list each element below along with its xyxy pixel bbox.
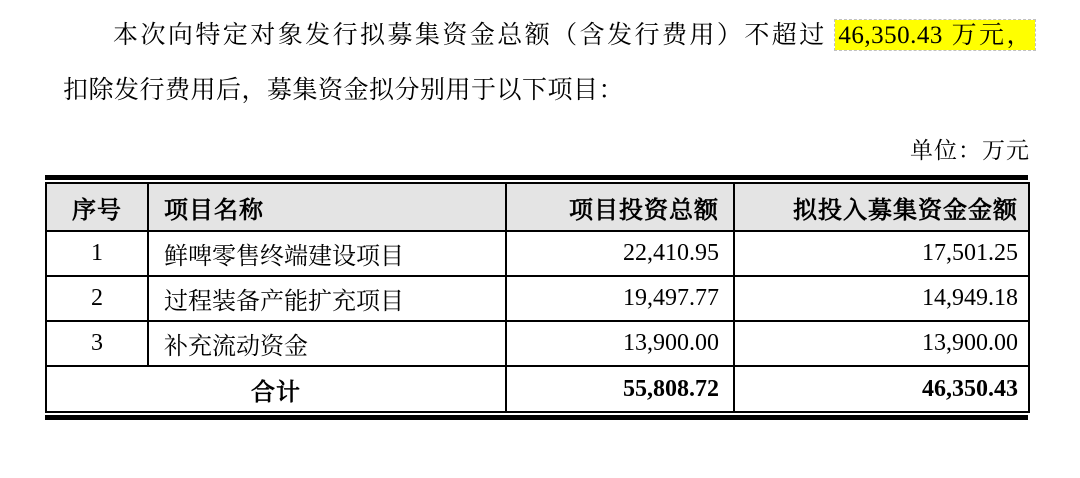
total-raised: 46,350.43 xyxy=(734,366,1029,412)
cell-total: 13,900.00 xyxy=(506,321,734,366)
unit-label: 单位：万元 xyxy=(910,138,1030,163)
cell-total: 22,410.95 xyxy=(506,231,734,276)
header-total: 项目投资总额 xyxy=(506,183,734,231)
header-name: 项目名称 xyxy=(148,183,506,231)
projects-table xyxy=(45,182,1030,413)
cell-name: 过程装备产能扩充项目 xyxy=(148,276,506,321)
cell-name: 补充流动资金 xyxy=(148,321,506,366)
cell-no: 3 xyxy=(46,321,148,366)
table-row xyxy=(46,276,1029,321)
intro-paragraph xyxy=(63,20,1035,107)
table-row xyxy=(46,321,1029,366)
total-label: 合计 xyxy=(46,366,506,412)
intro-line-1 xyxy=(63,20,1035,52)
header-raised: 拟投入募集资金金额 xyxy=(734,183,1029,231)
intro-line-2: 扣除发行费用后，募集资金拟分别用于以下项目： xyxy=(63,77,625,104)
intro-line-1-text: 本次向特定对象发行拟募集资金总额（含发行费用）不超过 xyxy=(113,22,836,49)
table-header xyxy=(46,183,1029,231)
table-body xyxy=(46,231,1029,412)
total-row xyxy=(46,366,1029,412)
cell-raised: 13,900.00 xyxy=(734,321,1029,366)
cell-raised: 17,501.25 xyxy=(734,231,1029,276)
cell-raised: 14,949.18 xyxy=(734,276,1029,321)
cell-name: 鲜啤零售终端建设项目 xyxy=(148,231,506,276)
header-no: 序号 xyxy=(46,183,148,231)
highlighted-amount: 46,350.43 万元， xyxy=(835,20,1035,50)
header-row xyxy=(46,183,1029,231)
cell-no: 2 xyxy=(46,276,148,321)
document-page xyxy=(0,20,1080,478)
projects-table-wrapper xyxy=(45,175,1028,420)
cell-no: 1 xyxy=(46,231,148,276)
table-row xyxy=(46,231,1029,276)
total-investment: 55,808.72 xyxy=(506,366,734,412)
cell-total: 19,497.77 xyxy=(506,276,734,321)
